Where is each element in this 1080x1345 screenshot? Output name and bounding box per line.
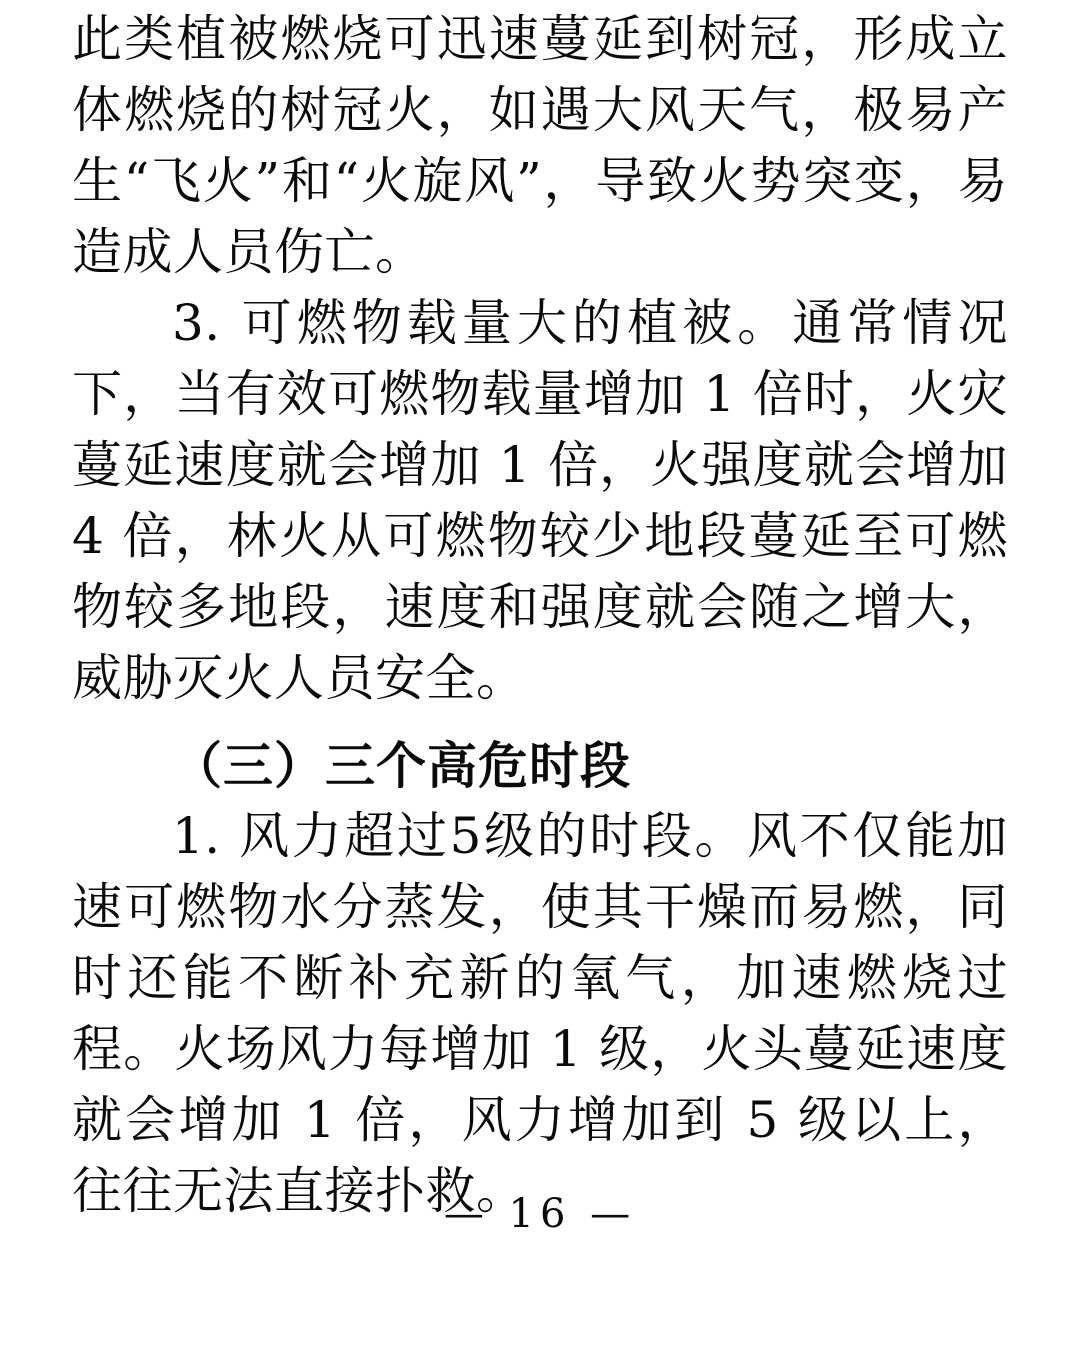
paragraph-crown-fire: 此类植被燃烧可迅速蔓延到树冠，形成立体燃烧的树冠火，如遇大风天气，极易产生“飞火”和“火旋风”，导致火势突变，易造成人员伤亡。: [72, 10, 1008, 281]
section-heading-three-high-risk-periods: （三）三个高危时段: [172, 736, 631, 795]
page-number: — 16 —: [443, 1191, 637, 1237]
document-body: [72, 0, 1008, 1227]
paragraph-spacer: [72, 714, 1008, 720]
paragraph-item-3-fuel-load: 3. 可燃物载量大的植被。通常情况下，当有效可燃物载量增加 1 倍时，火灾蔓延速度就会增加 1 倍，火强度就会增加 4 倍，林火从可燃物较少地段蔓延至可燃物较多地段，速度和强度就会随之增大，威胁灭火人员安全。: [72, 294, 1008, 707]
paragraph-item-1-wind: 1. 风力超过5级的时段。风不仅能加速可燃物水分蒸发，使其干燥而易燃，同时还能不断补充新的氧气，加速燃烧过程。火场风力每增加 1 级，火头蔓延速度就会增加 1 倍，风力增加到 5 级以上，往往无法直接扑救。: [72, 807, 1008, 1220]
